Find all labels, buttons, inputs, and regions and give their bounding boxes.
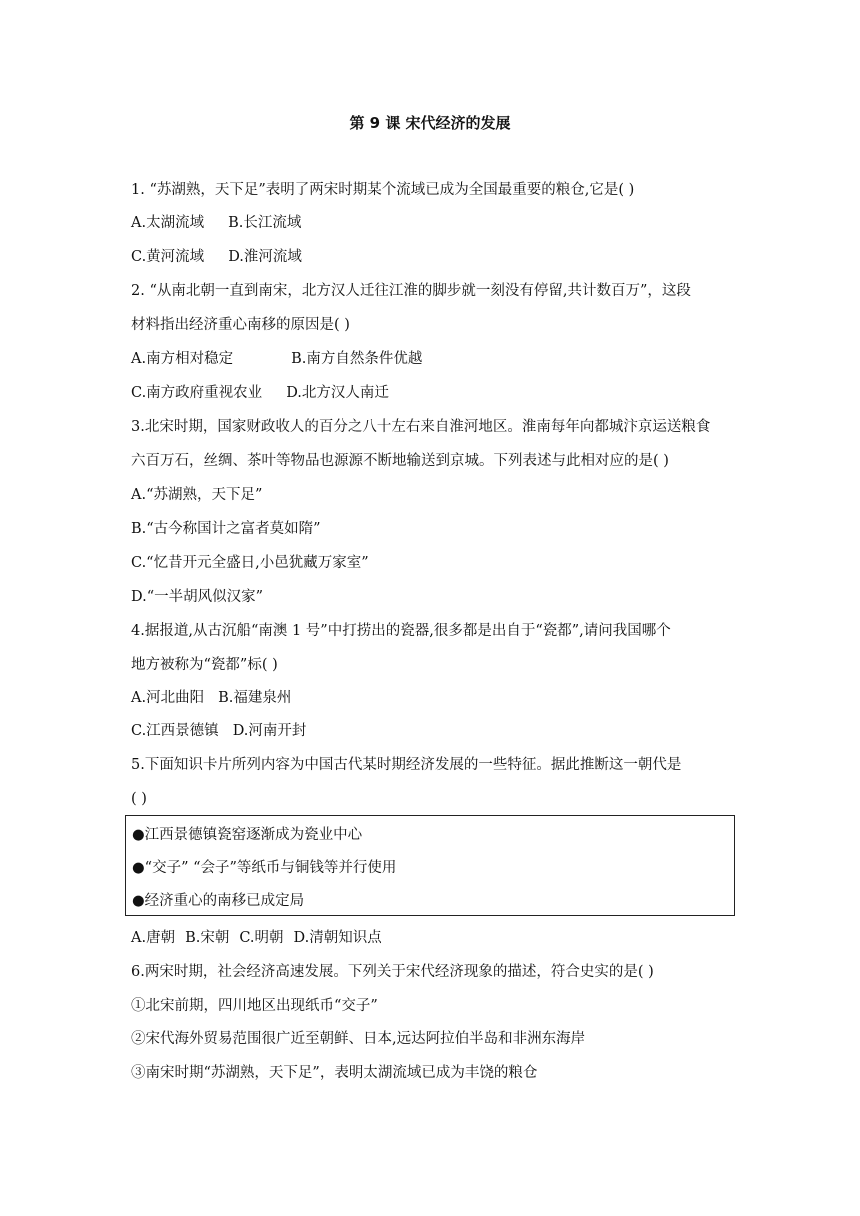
q3-option-c: C.“忆昔开元全盛日,小邑犹藏万家室”	[131, 555, 369, 571]
q6-stem: 6.两宋时期，社会经济高速发展。下列关于宋代经济现象的描述，符合史实的是( )	[131, 964, 654, 980]
q4-option-a: A.河北曲阳	[131, 690, 205, 706]
q2-option-a: A.南方相对稳定	[131, 351, 234, 367]
q1-options-row-2	[131, 247, 302, 267]
q2-option-d: D.北方汉人南迁	[286, 385, 389, 401]
q5-stem-line-1: 5.下面知识卡片所列内容为中国古代某时期经济发展的一些特征。据此推断这一朝代是	[131, 757, 682, 773]
q2-stem-line-2: 材料指出经济重心南移的原因是( )	[131, 317, 350, 333]
q2-option-b: B.南方自然条件优越	[291, 351, 423, 367]
q6-statement-1: ①北宋前期，四川地区出现纸币“交子”	[131, 998, 378, 1014]
q3-stem-line-1: 3.北宋时期，国家财政收人的百分之八十左右来自淮河地区。淮南每年向都城汴京运送粮食	[131, 419, 711, 435]
q4-option-b: B.福建泉州	[218, 690, 292, 706]
q2-options-row-1	[131, 349, 422, 369]
q6-statement-2: ②宋代海外贸易范围很广近至朝鲜、日本,远达阿拉伯半岛和非洲东海岸	[131, 1031, 586, 1047]
q5-option-b: B.宋朝	[185, 930, 230, 946]
q1-option-b: B.长江流域	[228, 215, 302, 231]
q3-stem-line-2: 六百万石，丝绸、茶叶等物品也源源不断地输送到京城。下列表述与此相对应的是( )	[131, 453, 669, 469]
q6-statement-3: ③南宋时期“苏湖熟，天下足”，表明太湖流域已成为丰饶的粮仓	[131, 1065, 538, 1081]
knowledge-card-item: ●江西景德镇瓷窑逐渐成为瓷业中心	[132, 827, 363, 843]
q2-stem-line-1: 2. “从南北朝一直到南宋，北方汉人迁往江淮的脚步就一刻没有停留,共计数百万”，这段	[131, 283, 691, 299]
q5-option-c: C.明朝	[239, 930, 284, 946]
q1-option-d: D.淮河流域	[228, 249, 302, 265]
knowledge-card	[125, 815, 735, 916]
q1-options-row-1	[131, 213, 301, 233]
q5-option-d: D.清朝知识点	[293, 930, 382, 946]
q3-option-b: B.“古今称国计之富者莫如隋”	[131, 521, 321, 537]
q3-option-a: A.“苏湖熟，天下足”	[131, 487, 263, 503]
q2-option-c: C.南方政府重视农业	[131, 385, 263, 401]
knowledge-card-item: ●“交子” “会子”等纸币与铜钱等并行使用	[132, 860, 397, 876]
q4-stem-line-2: 地方被称为“瓷都”标( )	[131, 657, 278, 673]
q5-option-a: A.唐朝	[131, 930, 176, 946]
q1-stem: 1. “苏湖熟，天下足”表明了两宋时期某个流域已成为全国最重要的粮仓,它是( )	[131, 182, 635, 198]
q4-option-c: C.江西景德镇	[131, 723, 219, 739]
q1-option-c: C.黄河流域	[131, 249, 205, 265]
q5-options-row	[131, 928, 382, 948]
q4-option-d: D.河南开封	[232, 723, 307, 739]
q5-stem-line-2: ( )	[131, 791, 147, 807]
knowledge-card-item: ●经济重心的南移已成定局	[132, 893, 305, 909]
q4-options-row-1	[131, 688, 291, 708]
q2-options-row-2	[131, 383, 389, 403]
q4-options-row-2	[131, 721, 306, 741]
q4-stem-line-1: 4.据报道,从古沉船“南澳 1 号”中打捞出的瓷器,很多都是出自于“瓷都”,请问我国哪个	[131, 623, 671, 639]
q1-option-a: A.太湖流域	[131, 215, 205, 231]
q3-option-d: D.“一半胡风似汉家”	[131, 589, 264, 605]
page-title: 第 9 课 宋代经济的发展	[349, 114, 511, 132]
